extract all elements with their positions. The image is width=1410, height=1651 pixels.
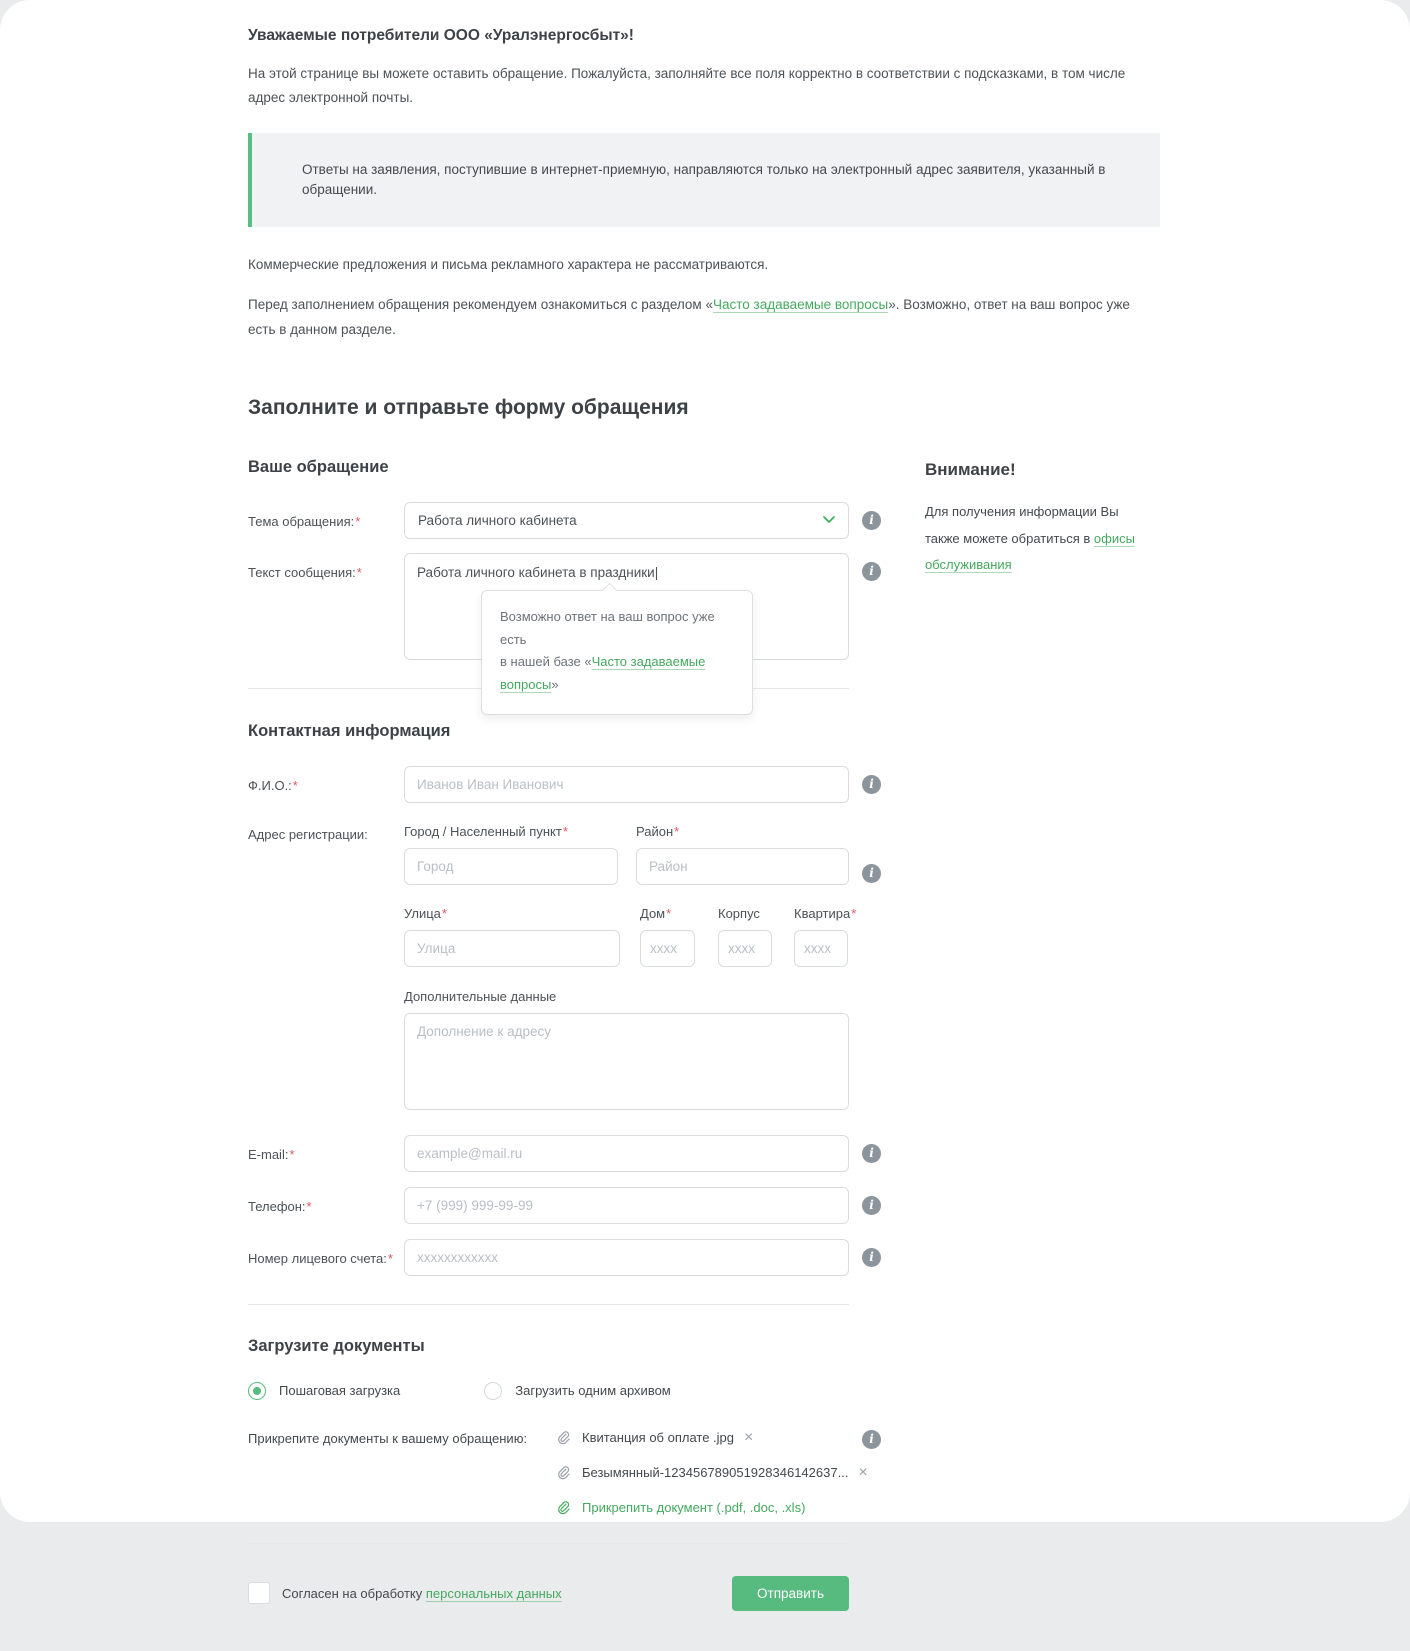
street-label: [404, 906, 620, 921]
attention-panel: [925, 458, 1149, 1651]
city-label: [404, 824, 618, 839]
info-icon[interactable]: i: [862, 511, 881, 530]
required-asterisk: *: [441, 905, 447, 921]
submit-button[interactable]: Отправить: [732, 1576, 849, 1611]
service-offices-link[interactable]: офисы обслуживания: [925, 530, 1135, 573]
radio-step-upload[interactable]: [248, 1382, 400, 1400]
tooltip-line1: Возможно ответ на ваш вопрос уже есть: [500, 608, 715, 647]
account-label: [248, 1239, 404, 1276]
attention-text-pre: Для получения информации Вы также можете обратиться в: [925, 503, 1119, 546]
radio-archive-upload[interactable]: [484, 1382, 671, 1400]
file-name: Квитанция об оплате .jpg: [582, 1430, 735, 1446]
fio-input[interactable]: [404, 766, 849, 803]
notice-text: Ответы на заявления, поступившие в интернет-приемную, направляются только на электронный адрес заявителя, указанный в обращении.: [302, 161, 1106, 197]
account-label-text: Номер лицевого счета:: [248, 1250, 387, 1266]
before-filling-post: ». Возможно, ответ на ваш вопрос уже есть в данном разделе.: [248, 297, 1130, 337]
paperclip-icon: [556, 1430, 571, 1445]
extra-label: Дополнительные данные: [404, 988, 557, 1004]
radio-archive-label: Загрузить одним архивом: [515, 1383, 671, 1399]
message-label-text: Текст сообщения:: [248, 564, 356, 580]
info-icon[interactable]: i: [862, 775, 881, 794]
phone-label-text: Телефон:: [248, 1198, 306, 1214]
close-icon[interactable]: ×: [858, 1463, 868, 1481]
required-asterisk: *: [387, 1250, 393, 1266]
notice-box: [248, 133, 1160, 228]
info-icon[interactable]: i: [862, 864, 881, 883]
required-asterisk: *: [666, 905, 672, 921]
close-icon[interactable]: ×: [744, 1428, 754, 1446]
email-label: [248, 1135, 404, 1172]
district-label: [636, 824, 849, 839]
before-filling-pre: Перед заполнением обращения рекомендуем ознакомиться с разделом «: [248, 297, 713, 313]
message-textarea[interactable]: [404, 553, 849, 693]
radio-icon: [248, 1382, 266, 1400]
tooltip-line2-pre: в нашей базе «: [500, 654, 592, 670]
district-label-text: Район: [636, 823, 674, 839]
message-tooltip: [481, 590, 753, 715]
chevron-down-icon: [823, 516, 835, 524]
tooltip-faq-link[interactable]: Часто задаваемые вопросы: [500, 654, 706, 693]
section-contact-title: Контактная информация: [248, 721, 451, 740]
required-asterisk: *: [356, 564, 362, 580]
message-text: Работа личного кабинета в праздники|: [417, 564, 659, 580]
building-label: Корпус: [718, 905, 760, 921]
consent-pre: Согласен на обработку: [282, 1585, 426, 1601]
attention-text: [925, 499, 1149, 579]
radio-icon: [484, 1382, 502, 1400]
info-icon[interactable]: i: [862, 1196, 881, 1215]
commercial-text: Коммерческие предложения и письма рекламного характера не рассматриваются.: [248, 257, 769, 273]
address-label: Адрес регистрации:: [248, 826, 368, 842]
required-asterisk: *: [355, 513, 361, 529]
apartment-label-text: Квартира: [794, 905, 851, 921]
topic-select-value: Работа личного кабинета: [418, 512, 577, 528]
message-label: [248, 553, 404, 660]
house-label: [640, 906, 695, 921]
apartment-label: [794, 905, 857, 921]
apartment-input[interactable]: [794, 930, 848, 967]
required-asterisk: *: [562, 823, 568, 839]
faq-link[interactable]: Часто задаваемые вопросы: [712, 297, 889, 313]
city-input[interactable]: [404, 848, 618, 885]
phone-input[interactable]: [404, 1187, 849, 1224]
info-icon[interactable]: i: [862, 1144, 881, 1163]
extra-textarea[interactable]: [404, 1013, 849, 1110]
email-input[interactable]: [404, 1135, 849, 1172]
radio-step-label: Пошаговая загрузка: [279, 1383, 401, 1399]
intro-text: На этой странице вы можете оставить обращение. Пожалуйста, заполняйте все поля корректно в соответствии с подсказками, в том числе адрес электронной почты.: [248, 66, 1126, 106]
attached-file-row: [556, 1430, 849, 1446]
page-title: Уважаемые потребители ООО «Уралэнергосбыт»!: [248, 27, 634, 44]
street-label-text: Улица: [404, 905, 441, 921]
attention-title: Внимание!: [925, 459, 1016, 479]
house-input[interactable]: [640, 930, 695, 967]
section-appeal-title: Ваше обращение: [248, 457, 389, 476]
info-icon[interactable]: i: [862, 1248, 881, 1267]
consent-checkbox[interactable]: [248, 1582, 270, 1604]
file-name: Безымянный-123456789051928346142637...: [582, 1465, 849, 1481]
paperclip-icon: [556, 1465, 571, 1480]
required-asterisk: *: [292, 777, 298, 793]
attach-document-button[interactable]: [556, 1500, 849, 1515]
consent-text: [282, 1586, 562, 1601]
section-divider: [248, 1304, 849, 1305]
building-input[interactable]: [718, 930, 772, 967]
fio-label-text: Ф.И.О.:: [248, 777, 292, 793]
street-input[interactable]: [404, 930, 620, 967]
info-icon[interactable]: i: [862, 562, 881, 581]
house-label-text: Дом: [640, 905, 666, 921]
topic-label-text: Тема обращения:: [248, 513, 355, 529]
phone-label: [248, 1187, 404, 1224]
attached-file-row: [556, 1463, 868, 1481]
required-asterisk: *: [674, 823, 680, 839]
attach-document-label: Прикрепить документ (.pdf, .doc, .xls): [582, 1499, 806, 1515]
info-icon[interactable]: i: [862, 1430, 881, 1449]
required-asterisk: *: [306, 1198, 312, 1214]
city-label-text: Город / Населенный пункт: [404, 823, 562, 839]
required-asterisk: *: [851, 905, 857, 921]
fio-label: [248, 766, 404, 803]
email-label-text: E-mail:: [248, 1146, 289, 1162]
district-input[interactable]: [636, 848, 849, 885]
tooltip-line2-post: »: [551, 677, 559, 693]
paperclip-icon: [556, 1500, 571, 1515]
personal-data-link[interactable]: персональных данных: [425, 1585, 562, 1601]
required-asterisk: *: [289, 1146, 295, 1162]
before-filling-text: [248, 293, 1160, 342]
attach-label: Прикрепите документы к вашему обращению:: [248, 1430, 528, 1446]
footer-divider: [248, 1543, 849, 1544]
account-input[interactable]: [404, 1239, 849, 1276]
topic-select[interactable]: [404, 502, 849, 539]
section-documents-title: Загрузите документы: [248, 1336, 425, 1355]
form-title: Заполните и отправьте форму обращения: [248, 395, 689, 419]
topic-label: [248, 502, 404, 539]
